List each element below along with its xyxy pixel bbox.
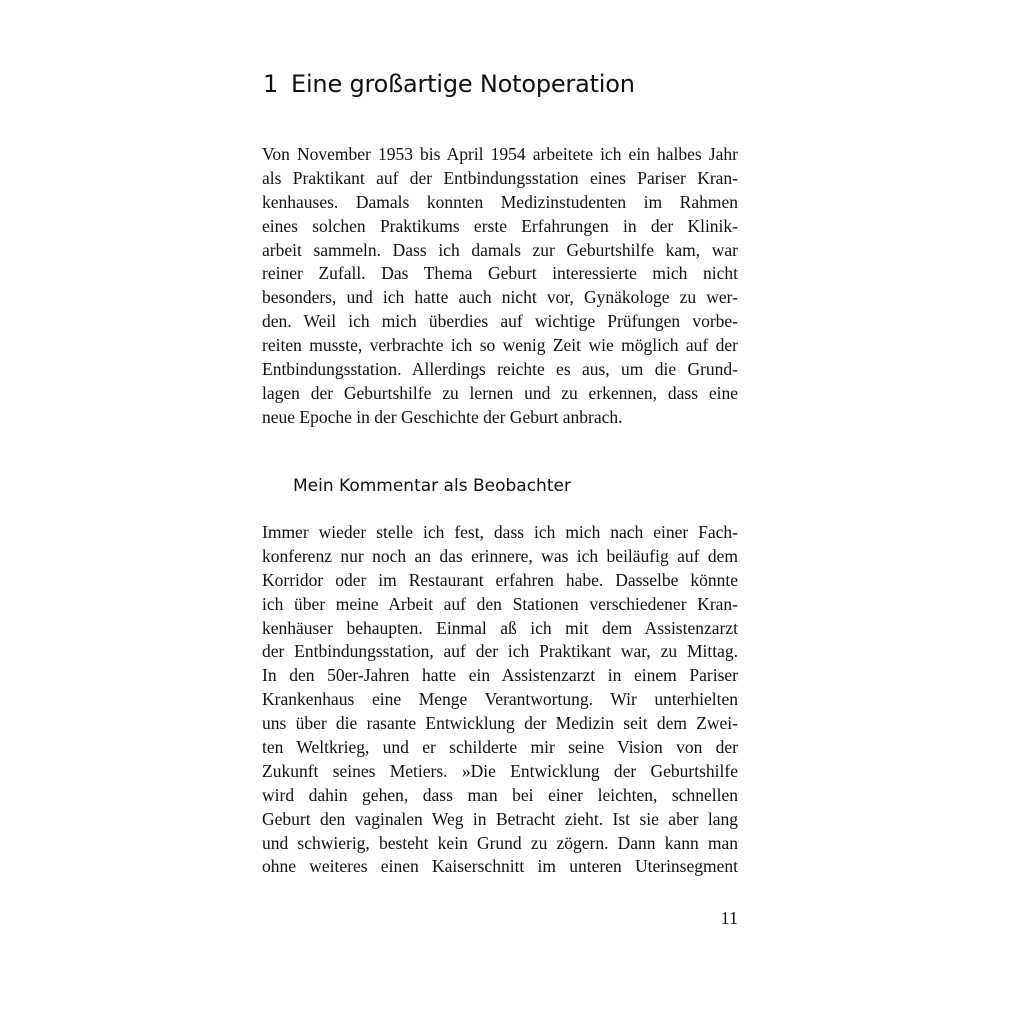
paragraph-commentary <box>262 521 738 879</box>
text-line: besonders, und ich hatte auch nicht vor, Gynäkologe zu wer- <box>262 287 738 308</box>
text-line: Krankenhaus eine Menge Verantwortung. Wir unterhielten <box>262 689 738 710</box>
text-line: uns über die rasante Entwicklung der Medizin seit dem Zwei- <box>262 713 738 734</box>
text-line: Zukunft seines Metiers. »Die Entwicklung der Geburtshilfe <box>262 760 738 781</box>
paragraph-intro <box>262 143 738 430</box>
text-line: ohne weiteres einen Kaiserschnitt im unteren Uterinsegment <box>262 856 738 877</box>
text-line: Entbindungsstation. Allerdings reichte es aus, um die Grund- <box>262 359 738 380</box>
text-line: eines solchen Praktikums erste Erfahrungen in der Klinik- <box>262 215 738 236</box>
text-line: als Praktikant auf der Entbindungsstation eines Pariser Kran- <box>262 167 738 188</box>
chapter-heading <box>263 66 635 102</box>
text-line: kenhäuser behaupten. Einmal aß ich mit dem Assistenzarzt <box>262 617 738 638</box>
chapter-number: 1 <box>263 70 279 98</box>
text-line: In den 50er-Jahren hatte ein Assistenzarzt in einem Pariser <box>262 665 738 686</box>
text-line: ich über meine Arbeit auf den Stationen verschiedener Kran- <box>262 593 738 614</box>
page-number: 11 <box>720 908 738 928</box>
text-line: kenhauses. Damals konnten Medizinstudenten im Rahmen <box>262 191 738 212</box>
text-line: reiten musste, verbrachte ich so wenig Zeit wie möglich auf der <box>262 335 738 356</box>
text-line: Geburt den vaginalen Weg in Betracht zieht. Ist sie aber lang <box>262 808 738 829</box>
text-line: neue Epoche in der Geschichte der Geburt anbrach. <box>262 406 623 427</box>
text-line: konferenz nur noch an das erinnere, was ich beiläufig auf dem <box>262 545 738 566</box>
chapter-title: Eine großartige Notoperation <box>291 70 635 98</box>
text-line: reiner Zufall. Das Thema Geburt interessierte mich nicht <box>262 263 738 284</box>
text-line: und schwierig, besteht kein Grund zu zögern. Dann kann man <box>262 832 738 853</box>
text-line: Immer wieder stelle ich fest, dass ich mich nach einer Fach- <box>262 522 738 542</box>
text-line: arbeit sammeln. Dass ich damals zur Geburtshilfe kam, war <box>262 239 738 260</box>
text-line: ten Weltkrieg, und er schilderte mir seine Vision von der <box>262 737 738 758</box>
section-subheading: Mein Kommentar als Beobachter <box>293 476 571 496</box>
text-line: der Entbindungsstation, auf der ich Praktikant war, zu Mittag. <box>262 641 738 662</box>
text-line: lagen der Geburtshilfe zu lernen und zu erkennen, dass eine <box>262 382 738 403</box>
text-line: den. Weil ich mich überdies auf wichtige Prüfungen vorbe- <box>262 311 738 332</box>
text-line: Korridor oder im Restaurant erfahren habe. Dasselbe könnte <box>262 569 738 590</box>
text-line: wird dahin gehen, dass man bei einer leichten, schnellen <box>262 784 738 805</box>
text-line: Von November 1953 bis April 1954 arbeitete ich ein halbes Jahr <box>262 144 738 164</box>
